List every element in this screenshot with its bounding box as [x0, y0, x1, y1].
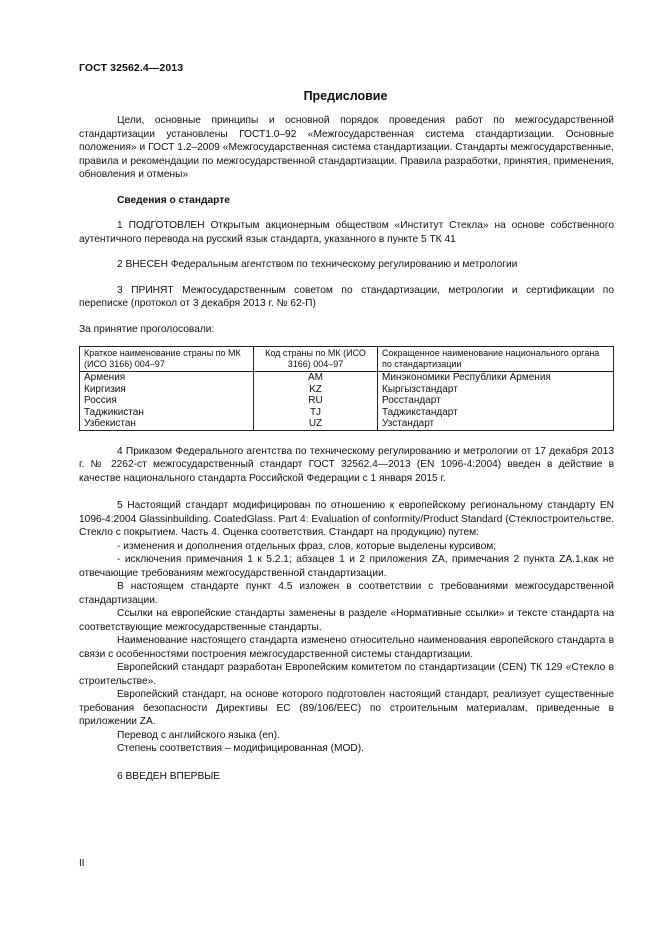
code-cell: KZ — [254, 384, 378, 396]
item-5-change-b: - исключения примечания 1 к 5.2.1; абзацев 1 и 2 приложения ZA, примечания 2 пункта ZA.1,как не отвечающие требованиям межгосударственной стандартизации. — [79, 554, 614, 579]
code-cell: RU — [254, 395, 378, 407]
document-body — [79, 114, 614, 783]
item-2: 2 ВНЕСЕН Федеральным агентством по техническому регулированию и метрологии — [117, 259, 518, 270]
item-4: 4 Приказом Федерального агентства по техническому регулированию и метрологии от 17 декабря 2013 г. № 2262-ст межгосударственный стандарт ГОСТ 32562.4—2013 (EN 1096-4:2004) введен в действие в качестве национального стандарта Российской Федерации с 1 января 2015 г. — [79, 445, 614, 484]
country-cell: Армения — [80, 372, 254, 384]
table-row — [80, 384, 614, 396]
item-5-note-h: Перевод с английского языка (en). — [117, 729, 280, 741]
agency-cell: Росстандарт — [378, 395, 614, 407]
agency-cell: Минэкономики Республики Армения — [378, 372, 614, 384]
agency-cell: Таджикстандарт — [378, 407, 614, 419]
agency-cell: Кыргызстандарт — [378, 384, 614, 396]
table-row — [80, 407, 614, 419]
country-cell: Узбекистан — [80, 418, 254, 430]
page-number: II — [79, 858, 85, 869]
page-title: Предисловие — [303, 89, 388, 103]
intro-paragraph: Цели, основные принципы и основной порядок проведения работ по межгосударственной стандартизации установлены ГОСТ1.0–92 «Межгосударственная система стандартизации. Основные положения» и ГОСТ 1.2–2009 «Межгосударственная система стандартизации. Стандарты межгосударственные, правила и рекомендации по межгосударственной стандартизации. Правила разработки, принятия, применения, обновления и отмены» — [79, 115, 614, 180]
item-5-change-a: - изменения и дополнения отдельных фраз, слов, которые выделены курсивом; — [117, 540, 497, 552]
voting-table — [79, 346, 614, 431]
table-row — [80, 395, 614, 407]
vote-label: За принятие проголосовали: — [79, 323, 215, 335]
item-6: 6 ВВЕДЕН ВПЕРВЫЕ — [117, 770, 221, 782]
table-row — [80, 418, 614, 430]
doc-code-header: ГОСТ 32562.4—2013 — [79, 62, 184, 74]
table-header-code: Код страны по МК (ИСО 3166) 004–97 — [254, 347, 378, 372]
item-5-note-g: Европейский стандарт, на основе которого подготовлен настоящий стандарт, реализует существенные требования безопасности Директивы ЕС (89/106/EEC) по строительным материалам, приведенные в приложении ZA. — [79, 689, 614, 727]
country-cell: Таджикистан — [80, 407, 254, 419]
country-cell: Киргизия — [80, 384, 254, 396]
table-row — [80, 372, 614, 384]
code-cell: AM — [254, 372, 378, 384]
code-cell: UZ — [254, 418, 378, 430]
agency-cell: Узстандарт — [378, 418, 614, 430]
item-3: 3 ПРИНЯТ Межгосударственным советом по стандартизации, метрологии и сертификации по переписке (протокол от 3 декабря 2013 г. № 62-П) — [79, 284, 614, 309]
item-5-note-i: Степень соответствия – модифицированная (MOD). — [117, 743, 365, 754]
item-5-note-e: Наименование настоящего стандарта изменено относительно наименования европейского стандарта в связи с особенностями построения межгосударственной системы стандартизации. — [79, 635, 614, 660]
item-5-note-c: В настоящем стандарте пункт 4.5 изложен в соответствии с требованиями межгосударственной стандартизации. — [79, 581, 614, 606]
table-header-country: Краткое наименование страны по МК (ИСО 3166) 004–97 — [80, 347, 254, 372]
item-5: 5 Настоящий стандарт модифицирован по отношению к европейскому региональному стандарту EN 1096-4:2004 Glassinbuilding. CoatedGlass. Part 4: Evaluation of conformity/Product Standard (Стеклостроительстве. Стекло с покрытием. Часть 4. Оценка соответствия. Стандарт на продукцию) путем: — [79, 500, 614, 538]
table-header-row — [80, 347, 614, 372]
country-cell: Россия — [80, 395, 254, 407]
code-cell: TJ — [254, 407, 378, 419]
table-header-agency: Сокращенное наименование национального органа по стандартизации — [378, 347, 614, 372]
item-1: 1 ПОДГОТОВЛЕН Открытым акционерным обществом «Институт Стекла» на основе собственного аутентичного перевода на русский язык стандарта, указанного в пункте 5 ТК 41 — [79, 220, 614, 245]
item-5-note-d: Ссылки на европейские стандарты заменены в разделе «Нормативные ссылки» и тексте стандарта на соответствующие межгосударственные стандарты. — [79, 608, 614, 633]
item-5-note-f: Европейский стандарт разработан Европейским комитетом по стандартизации (CEN) ТК 129 «Стекло в строительстве». — [79, 662, 614, 687]
section-title: Сведения о стандарте — [117, 194, 230, 206]
